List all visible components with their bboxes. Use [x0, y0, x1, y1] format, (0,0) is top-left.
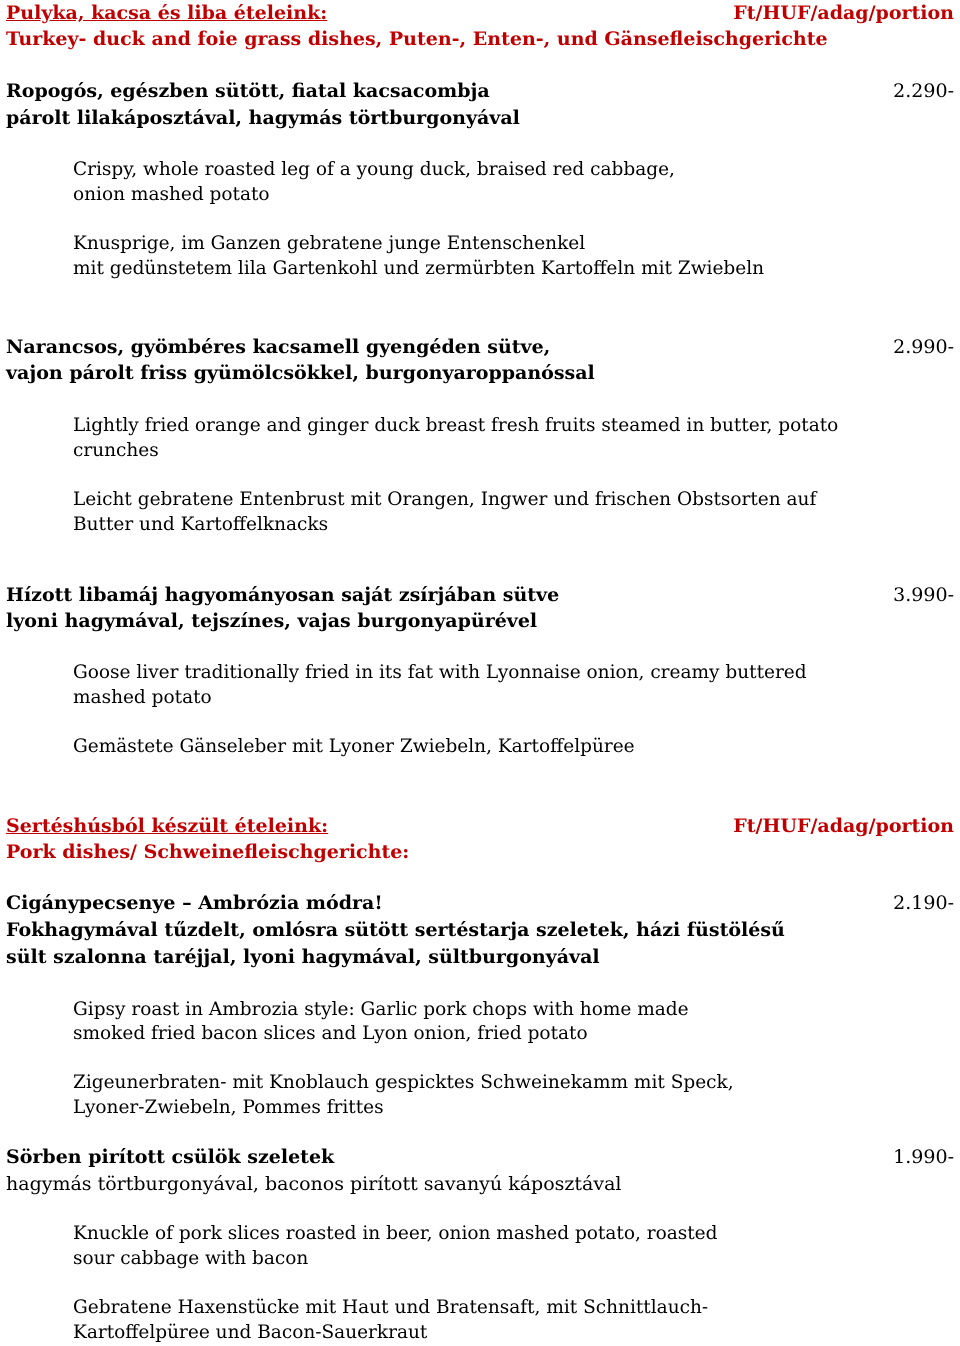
dish-description-en: onion mashed potato — [73, 184, 270, 205]
dish-subline: hagymás törtburgonyával, baconos pirított savanyú káposztával — [6, 1173, 622, 1195]
dish-description-de: Butter und Kartoffelknacks — [73, 514, 329, 535]
dish-price: 3.990- — [893, 584, 954, 606]
dish-price: 2.190- — [893, 892, 954, 914]
dish-description-en: Knuckle of pork slices roasted in beer, onion mashed potato, roasted — [73, 1223, 718, 1244]
dish-description-en: sour cabbage with bacon — [73, 1248, 309, 1269]
dish-name: Sörben pirított csülök szeletek — [6, 1146, 335, 1168]
dish-description-de: Kartoffelpüree und Bacon-Sauerkraut — [73, 1322, 428, 1343]
price-unit-header: Ft/HUF/adag/portion — [733, 815, 954, 837]
dish-description-de: Lyoner-Zwiebeln, Pommes frittes — [73, 1097, 384, 1118]
dish-description-de: mit gedünstetem lila Gartenkohl und zermürbten Kartoffeln mit Zwiebeln — [73, 258, 765, 279]
dish-name: sült szalonna taréjjal, lyoni hagymával, sültburgonyával — [6, 946, 600, 968]
dish-name: Cigánypecsenye – Ambrózia módra! — [6, 892, 383, 914]
dish-description-de: Gebratene Haxenstücke mit Haut und Bratensaft, mit Schnittlauch- — [73, 1297, 709, 1318]
dish-description-de: Knusprige, im Ganzen gebratene junge Entenschenkel — [73, 233, 586, 254]
dish-description-de: Zigeunerbraten- mit Knoblauch gespicktes Schweinekamm mit Speck, — [73, 1072, 734, 1093]
dish-name: Fokhagymával tűzdelt, omlósra sütött sertéstarja szeletek, házi füstölésű — [6, 919, 785, 941]
section-subtitle: Turkey- duck and foie grass dishes, Puten-, Enten-, und Gänsefleischgerichte — [6, 28, 828, 50]
dish-description-en: mashed potato — [73, 687, 212, 708]
section-title: Sertéshúsból készült ételeink: — [6, 815, 329, 837]
dish-price: 2.290- — [893, 80, 954, 102]
dish-description-en: crunches — [73, 440, 159, 461]
dish-description-en: Goose liver traditionally fried in its fat with Lyonnaise onion, creamy buttered — [73, 662, 807, 683]
dish-name: Narancsos, gyömbéres kacsamell gyengéden sütve, — [6, 336, 551, 358]
dish-description-de: Gemästete Gänseleber mit Lyoner Zwiebeln, Kartoffelpüree — [73, 736, 635, 757]
dish-description-en: Gipsy roast in Ambrozia style: Garlic pork chops with home made — [73, 999, 689, 1020]
dish-description-de: Leicht gebratene Entenbrust mit Orangen, Ingwer und frischen Obstsorten auf — [73, 489, 817, 510]
dish-price: 2.990- — [893, 336, 954, 358]
dish-name: lyoni hagymával, tejszínes, vajas burgonyapürével — [6, 610, 538, 632]
dish-price: 1.990- — [893, 1146, 954, 1168]
dish-name: vajon párolt friss gyümölcsökkel, burgonyaroppanóssal — [6, 362, 595, 384]
price-unit-header: Ft/HUF/adag/portion — [733, 2, 954, 24]
dish-description-en: smoked fried bacon slices and Lyon onion, fried potato — [73, 1023, 588, 1044]
section-title: Pulyka, kacsa és liba ételeink: — [6, 2, 328, 24]
dish-name: Ropogós, egészben sütött, fiatal kacsacombja — [6, 80, 490, 102]
dish-description-en: Crispy, whole roasted leg of a young duck, braised red cabbage, — [73, 159, 675, 180]
section-subtitle: Pork dishes/ Schweinefleischgerichte: — [6, 841, 410, 863]
dish-description-en: Lightly fried orange and ginger duck breast fresh fruits steamed in butter, potato — [73, 415, 839, 436]
dish-name: Hízott libamáj hagyományosan saját zsírjában sütve — [6, 584, 560, 606]
dish-name: párolt lilakáposztával, hagymás törtburgonyával — [6, 107, 520, 129]
